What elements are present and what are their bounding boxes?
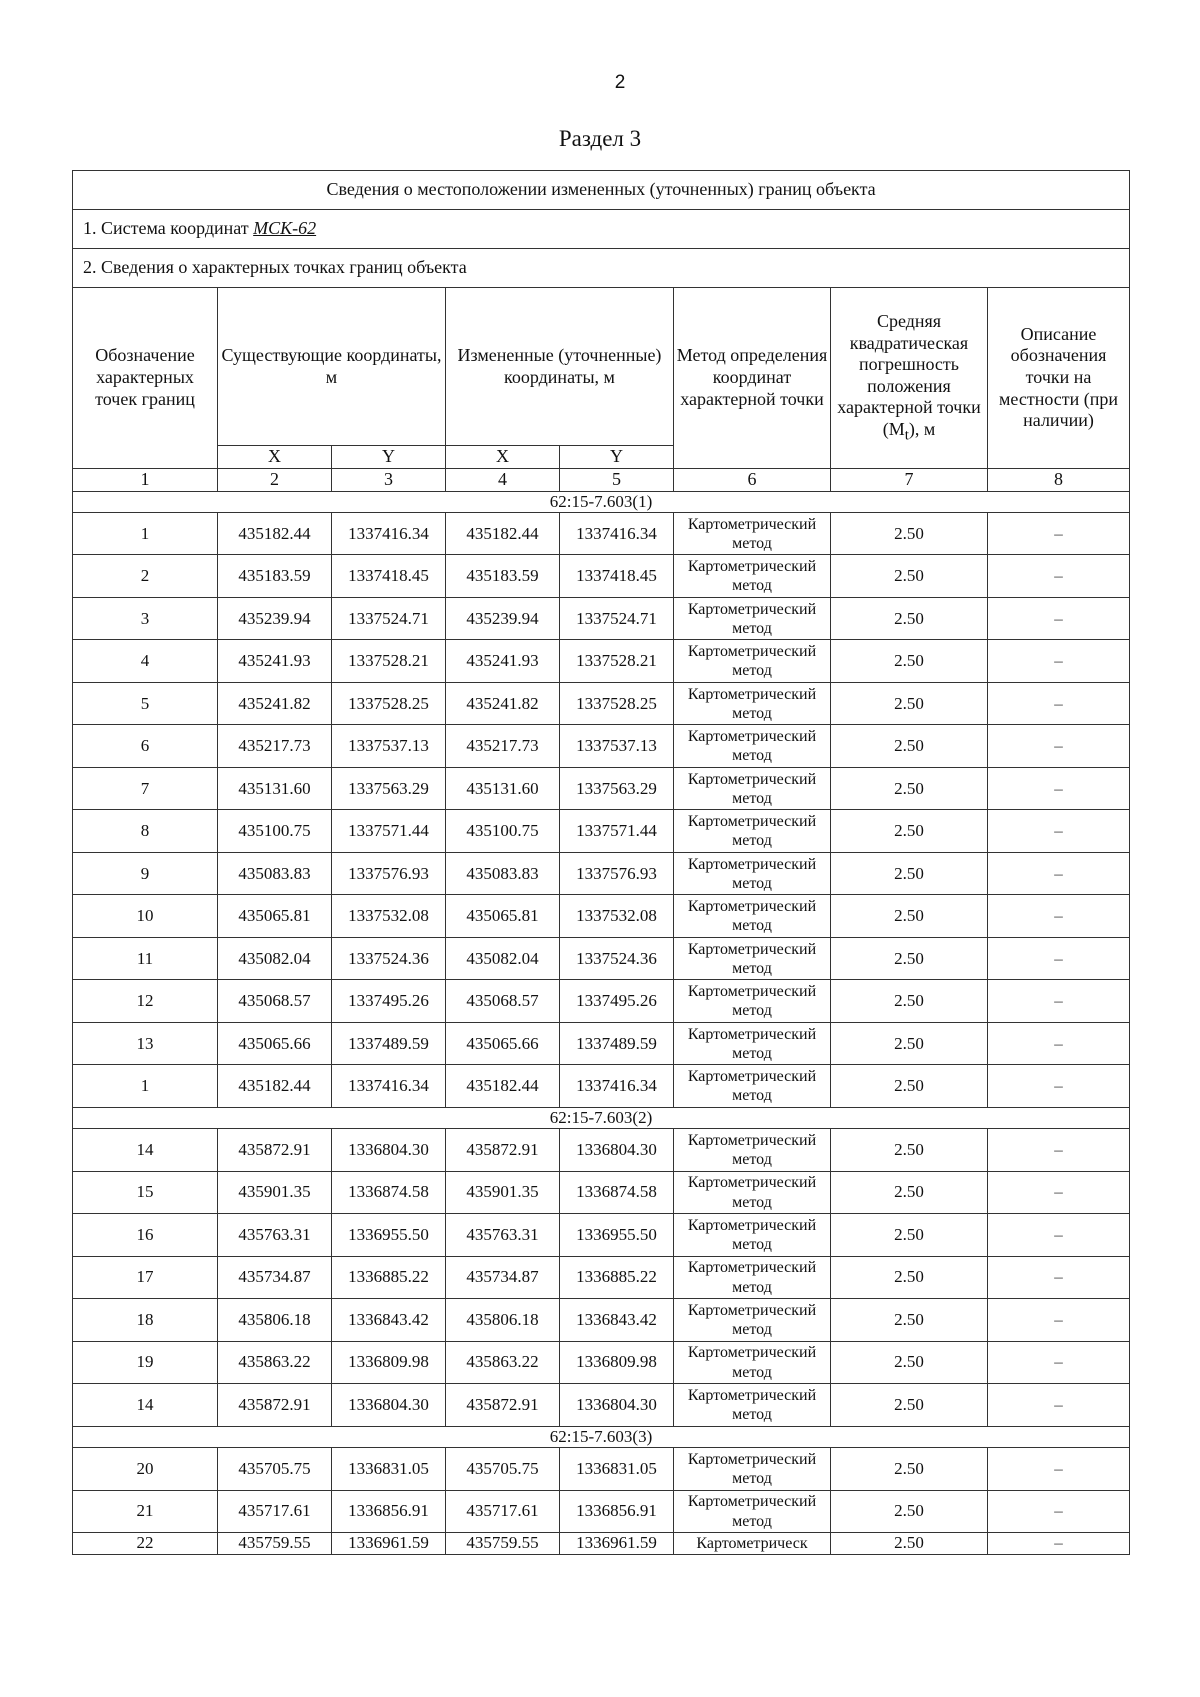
changed-y: 1336961.59 (560, 1533, 674, 1554)
table-title: Сведения о местоположении измененных (уточненных) границ объекта (73, 171, 1130, 210)
header-y-existing: Y (332, 446, 446, 469)
existing-x: 435183.59 (218, 555, 332, 598)
header-x-changed: X (446, 446, 560, 469)
mean-square-error: 2.50 (831, 1490, 988, 1533)
column-number: 6 (674, 468, 831, 491)
changed-y: 1336874.58 (560, 1171, 674, 1214)
changed-x: 435872.91 (446, 1129, 560, 1172)
point-number: 16 (73, 1214, 218, 1257)
table-row (73, 1533, 1130, 1554)
mean-square-error: 2.50 (831, 1065, 988, 1108)
description: – (988, 1384, 1130, 1427)
existing-x: 435241.93 (218, 640, 332, 683)
existing-y: 1337416.34 (332, 1065, 446, 1108)
description: – (988, 640, 1130, 683)
header-mean-square-error-text: Средняя квадратическая погрешность положения характерной точки (M (837, 311, 981, 439)
mean-square-error: 2.50 (831, 980, 988, 1023)
changed-y: 1337571.44 (560, 810, 674, 853)
table-row (73, 1129, 1130, 1172)
description: – (988, 810, 1130, 853)
mean-square-error: 2.50 (831, 1022, 988, 1065)
changed-y: 1337524.36 (560, 937, 674, 980)
description: – (988, 895, 1130, 938)
point-number: 8 (73, 810, 218, 853)
changed-y: 1336831.05 (560, 1448, 674, 1491)
existing-y: 1336804.30 (332, 1129, 446, 1172)
existing-x: 435763.31 (218, 1214, 332, 1257)
table-row (73, 640, 1130, 683)
header-method: Метод определения координат характерной точки (674, 288, 831, 469)
method: Картометрический метод (674, 1256, 831, 1299)
point-number: 14 (73, 1384, 218, 1427)
changed-x: 435241.82 (446, 682, 560, 725)
description: – (988, 682, 1130, 725)
table-row (73, 597, 1130, 640)
point-number: 22 (73, 1533, 218, 1554)
changed-x: 435705.75 (446, 1448, 560, 1491)
existing-x: 435872.91 (218, 1129, 332, 1172)
header-y-changed: Y (560, 446, 674, 469)
group-name: 62:15-7.603(1) (73, 491, 1130, 512)
method: Картометрический метод (674, 1341, 831, 1384)
existing-x: 435068.57 (218, 980, 332, 1023)
table-row (73, 682, 1130, 725)
description: – (988, 555, 1130, 598)
changed-y: 1337524.71 (560, 597, 674, 640)
group-header-row (73, 1107, 1130, 1128)
changed-y: 1337489.59 (560, 1022, 674, 1065)
changed-y: 1337537.13 (560, 725, 674, 768)
description: – (988, 597, 1130, 640)
changed-y: 1337563.29 (560, 767, 674, 810)
description: – (988, 1448, 1130, 1491)
method: Картометрический метод (674, 597, 831, 640)
mean-square-error: 2.50 (831, 767, 988, 810)
existing-y: 1337524.71 (332, 597, 446, 640)
method: Картометрический метод (674, 682, 831, 725)
group-header-row (73, 1426, 1130, 1447)
method: Картометрический метод (674, 1022, 831, 1065)
point-number: 7 (73, 767, 218, 810)
description: – (988, 1065, 1130, 1108)
description: – (988, 767, 1130, 810)
description: – (988, 1341, 1130, 1384)
table-row (73, 1448, 1130, 1491)
existing-x: 435083.83 (218, 852, 332, 895)
changed-y: 1337418.45 (560, 555, 674, 598)
method: Картометрический метод (674, 1490, 831, 1533)
existing-x: 435734.87 (218, 1256, 332, 1299)
header-mean-square-error-subscript: t (904, 427, 909, 444)
existing-y: 1337571.44 (332, 810, 446, 853)
table-row (73, 767, 1130, 810)
point-number: 12 (73, 980, 218, 1023)
mean-square-error: 2.50 (831, 937, 988, 980)
changed-x: 435068.57 (446, 980, 560, 1023)
method: Картометрическ (674, 1533, 831, 1554)
description: – (988, 1022, 1130, 1065)
mean-square-error: 2.50 (831, 1384, 988, 1427)
changed-x: 435082.04 (446, 937, 560, 980)
mean-square-error: 2.50 (831, 640, 988, 683)
changed-y: 1336804.30 (560, 1129, 674, 1172)
column-numbers-row (73, 468, 1130, 491)
method: Картометрический метод (674, 767, 831, 810)
existing-y: 1336885.22 (332, 1256, 446, 1299)
header-x-existing: X (218, 446, 332, 469)
mean-square-error: 2.50 (831, 810, 988, 853)
changed-x: 435100.75 (446, 810, 560, 853)
existing-y: 1337416.34 (332, 512, 446, 555)
existing-y: 1336856.91 (332, 1490, 446, 1533)
changed-x: 435083.83 (446, 852, 560, 895)
point-number: 1 (73, 1065, 218, 1108)
changed-x: 435759.55 (446, 1533, 560, 1554)
method: Картометрический метод (674, 1171, 831, 1214)
point-number: 17 (73, 1256, 218, 1299)
mean-square-error: 2.50 (831, 1533, 988, 1554)
existing-y: 1337532.08 (332, 895, 446, 938)
existing-y: 1337528.21 (332, 640, 446, 683)
mean-square-error: 2.50 (831, 555, 988, 598)
existing-y: 1337418.45 (332, 555, 446, 598)
table-row (73, 895, 1130, 938)
column-number: 3 (332, 468, 446, 491)
point-number: 3 (73, 597, 218, 640)
table-row (73, 512, 1130, 555)
mean-square-error: 2.50 (831, 852, 988, 895)
table-row (73, 1022, 1130, 1065)
table-row (73, 980, 1130, 1023)
changed-y: 1337416.34 (560, 512, 674, 555)
changed-y: 1337532.08 (560, 895, 674, 938)
column-number: 1 (73, 468, 218, 491)
existing-x: 435241.82 (218, 682, 332, 725)
existing-x: 435872.91 (218, 1384, 332, 1427)
method: Картометрический метод (674, 555, 831, 598)
header-existing-coordinates: Существующие координаты, м (218, 288, 446, 446)
column-number: 4 (446, 468, 560, 491)
description: – (988, 1299, 1130, 1342)
changed-y: 1336809.98 (560, 1341, 674, 1384)
changed-y: 1337576.93 (560, 852, 674, 895)
method: Картометрический метод (674, 640, 831, 683)
changed-y: 1337528.25 (560, 682, 674, 725)
header-changed-coordinates: Измененные (уточненные) координаты, м (446, 288, 674, 446)
page-number: 2 (614, 72, 626, 93)
existing-y: 1337524.36 (332, 937, 446, 980)
changed-x: 435182.44 (446, 1065, 560, 1108)
changed-y: 1337416.34 (560, 1065, 674, 1108)
mean-square-error: 2.50 (831, 1341, 988, 1384)
table-row (73, 1171, 1130, 1214)
existing-y: 1336874.58 (332, 1171, 446, 1214)
point-number: 20 (73, 1448, 218, 1491)
table-row (73, 1490, 1130, 1533)
existing-y: 1336961.59 (332, 1533, 446, 1554)
existing-y: 1336843.42 (332, 1299, 446, 1342)
existing-y: 1336831.05 (332, 1448, 446, 1491)
section-title: Раздел 3 (558, 126, 642, 151)
existing-y: 1337489.59 (332, 1022, 446, 1065)
header-mean-square-error-unit: ), м (908, 418, 936, 439)
method: Картометрический метод (674, 512, 831, 555)
table-row (73, 1214, 1130, 1257)
table-row (73, 1299, 1130, 1342)
existing-x: 435759.55 (218, 1533, 332, 1554)
point-number: 5 (73, 682, 218, 725)
existing-y: 1337576.93 (332, 852, 446, 895)
existing-x: 435717.61 (218, 1490, 332, 1533)
method: Картометрический метод (674, 1129, 831, 1172)
changed-y: 1337495.26 (560, 980, 674, 1023)
mean-square-error: 2.50 (831, 725, 988, 768)
table-row (73, 1065, 1130, 1108)
header-description: Описание обозначения точки на местности (при наличии) (988, 288, 1130, 469)
points-caption: 2. Сведения о характерных точках границ объекта (73, 249, 1130, 288)
header-mean-square-error (831, 288, 988, 469)
point-number: 6 (73, 725, 218, 768)
changed-y: 1336856.91 (560, 1490, 674, 1533)
existing-x: 435863.22 (218, 1341, 332, 1384)
description: – (988, 1214, 1130, 1257)
point-number: 14 (73, 1129, 218, 1172)
changed-x: 435183.59 (446, 555, 560, 598)
method: Картометрический метод (674, 1448, 831, 1491)
coordinate-system-line (73, 210, 1130, 249)
changed-y: 1336885.22 (560, 1256, 674, 1299)
description: – (988, 852, 1130, 895)
mean-square-error: 2.50 (831, 1129, 988, 1172)
existing-x: 435217.73 (218, 725, 332, 768)
table-row (73, 852, 1130, 895)
point-number: 15 (73, 1171, 218, 1214)
point-number: 10 (73, 895, 218, 938)
group-header-row (73, 491, 1130, 512)
changed-x: 435065.66 (446, 1022, 560, 1065)
boundary-points-table (72, 170, 1130, 1555)
mean-square-error: 2.50 (831, 597, 988, 640)
mean-square-error: 2.50 (831, 1448, 988, 1491)
existing-x: 435131.60 (218, 767, 332, 810)
description: – (988, 725, 1130, 768)
description: – (988, 512, 1130, 555)
mean-square-error: 2.50 (831, 1171, 988, 1214)
changed-x: 435863.22 (446, 1341, 560, 1384)
column-number: 8 (988, 468, 1130, 491)
existing-x: 435901.35 (218, 1171, 332, 1214)
existing-x: 435806.18 (218, 1299, 332, 1342)
table-row (73, 725, 1130, 768)
existing-x: 435705.75 (218, 1448, 332, 1491)
description: – (988, 1171, 1130, 1214)
column-number: 2 (218, 468, 332, 491)
method: Картометрический метод (674, 810, 831, 853)
existing-y: 1336809.98 (332, 1341, 446, 1384)
header-point-designation: Обозначение характерных точек границ (73, 288, 218, 469)
mean-square-error: 2.50 (831, 682, 988, 725)
description: – (988, 937, 1130, 980)
method: Картометрический метод (674, 1214, 831, 1257)
coordinate-system-label: 1. Система координат (83, 218, 254, 239)
existing-x: 435182.44 (218, 512, 332, 555)
point-number: 13 (73, 1022, 218, 1065)
changed-y: 1336955.50 (560, 1214, 674, 1257)
changed-x: 435872.91 (446, 1384, 560, 1427)
description: – (988, 1129, 1130, 1172)
method: Картометрический метод (674, 1384, 831, 1427)
changed-x: 435806.18 (446, 1299, 560, 1342)
method: Картометрический метод (674, 895, 831, 938)
changed-x: 435131.60 (446, 767, 560, 810)
column-number: 5 (560, 468, 674, 491)
changed-x: 435065.81 (446, 895, 560, 938)
existing-x: 435065.66 (218, 1022, 332, 1065)
method: Картометрический метод (674, 725, 831, 768)
existing-x: 435082.04 (218, 937, 332, 980)
description: – (988, 980, 1130, 1023)
point-number: 9 (73, 852, 218, 895)
mean-square-error: 2.50 (831, 895, 988, 938)
column-number: 7 (831, 468, 988, 491)
mean-square-error: 2.50 (831, 512, 988, 555)
method: Картометрический метод (674, 1299, 831, 1342)
changed-x: 435717.61 (446, 1490, 560, 1533)
changed-x: 435763.31 (446, 1214, 560, 1257)
existing-x: 435182.44 (218, 1065, 332, 1108)
table-row (73, 810, 1130, 853)
group-name: 62:15-7.603(3) (73, 1426, 1130, 1447)
changed-x: 435217.73 (446, 725, 560, 768)
point-number: 19 (73, 1341, 218, 1384)
description: – (988, 1533, 1130, 1554)
changed-y: 1336843.42 (560, 1299, 674, 1342)
method: Картометрический метод (674, 980, 831, 1023)
mean-square-error: 2.50 (831, 1214, 988, 1257)
existing-x: 435065.81 (218, 895, 332, 938)
table-row (73, 1341, 1130, 1384)
table-row (73, 937, 1130, 980)
table-row (73, 555, 1130, 598)
table-row (73, 1384, 1130, 1427)
method: Картометрический метод (674, 852, 831, 895)
existing-y: 1337563.29 (332, 767, 446, 810)
existing-x: 435100.75 (218, 810, 332, 853)
method: Картометрический метод (674, 1065, 831, 1108)
existing-y: 1336804.30 (332, 1384, 446, 1427)
description: – (988, 1490, 1130, 1533)
changed-x: 435241.93 (446, 640, 560, 683)
existing-y: 1337528.25 (332, 682, 446, 725)
coordinate-system-value: МСК-62 (253, 218, 317, 239)
changed-x: 435239.94 (446, 597, 560, 640)
changed-x: 435182.44 (446, 512, 560, 555)
existing-y: 1337537.13 (332, 725, 446, 768)
group-name: 62:15-7.603(2) (73, 1107, 1130, 1128)
point-number: 11 (73, 937, 218, 980)
changed-y: 1337528.21 (560, 640, 674, 683)
table-row (73, 1256, 1130, 1299)
point-number: 4 (73, 640, 218, 683)
mean-square-error: 2.50 (831, 1299, 988, 1342)
existing-x: 435239.94 (218, 597, 332, 640)
changed-y: 1336804.30 (560, 1384, 674, 1427)
mean-square-error: 2.50 (831, 1256, 988, 1299)
existing-y: 1336955.50 (332, 1214, 446, 1257)
changed-x: 435734.87 (446, 1256, 560, 1299)
changed-x: 435901.35 (446, 1171, 560, 1214)
point-number: 18 (73, 1299, 218, 1342)
point-number: 1 (73, 512, 218, 555)
point-number: 2 (73, 555, 218, 598)
existing-y: 1337495.26 (332, 980, 446, 1023)
point-number: 21 (73, 1490, 218, 1533)
method: Картометрический метод (674, 937, 831, 980)
description: – (988, 1256, 1130, 1299)
